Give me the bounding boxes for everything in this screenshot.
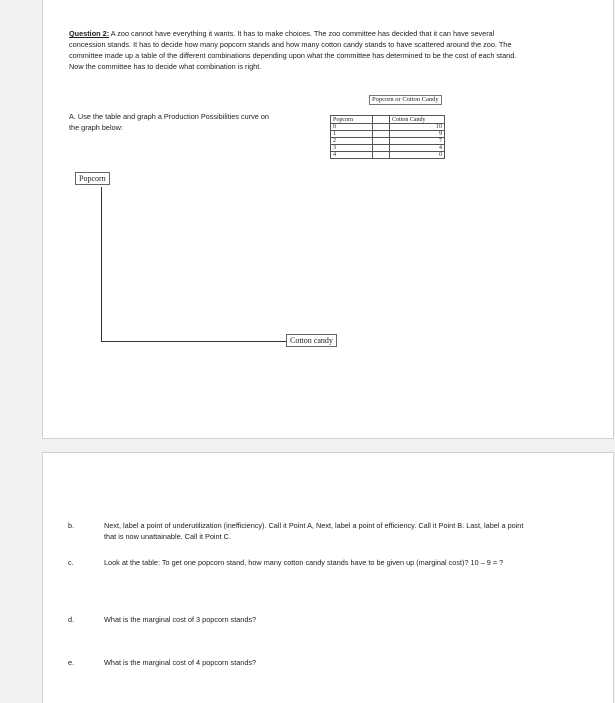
graph-y-axis-label: Popcorn bbox=[75, 172, 110, 185]
cell-popcorn: 1 bbox=[331, 131, 373, 138]
part-a-instruction: A. Use the table and graph a Production Possibilities curve on the graph below: bbox=[69, 112, 269, 132]
ppf-table bbox=[330, 115, 445, 159]
cell-cotton-candy: 0 bbox=[390, 152, 445, 159]
cell-popcorn: 4 bbox=[331, 152, 373, 159]
table-header-row bbox=[331, 116, 445, 124]
question-title: Question 2: bbox=[69, 29, 110, 38]
question-text: What is the marginal cost of 4 popcorn stands? bbox=[104, 658, 257, 667]
table-row bbox=[331, 145, 445, 152]
table-row bbox=[331, 131, 445, 138]
graph-x-axis bbox=[101, 341, 292, 342]
table-row bbox=[331, 152, 445, 159]
question-text: What is the marginal cost of 3 popcorn stands? bbox=[104, 615, 257, 624]
cell-spacer bbox=[373, 131, 390, 138]
cell-spacer bbox=[373, 124, 390, 131]
header-popcorn: Popcorn bbox=[331, 116, 373, 124]
question-letter: e. bbox=[68, 658, 75, 667]
cell-popcorn: 0 bbox=[331, 124, 373, 131]
table-title: Popcorn or Cotton Candy bbox=[369, 95, 442, 105]
question-letter: c. bbox=[68, 558, 74, 567]
question-letter: b. bbox=[68, 521, 75, 530]
question-intro bbox=[69, 28, 529, 72]
question-text: A zoo cannot have everything it wants. It has to make choices. The zoo committee has decided that it can have several concession stands. It has to decide how many popcorn stands and how many cotton candy stands to have scattered around the zoo. The committee made up a table of the different combinations depending upon what the committee has determined to be the cost of each stand. Now the committee has to decide what combination is right. bbox=[69, 29, 517, 72]
cell-spacer bbox=[373, 145, 390, 152]
cell-popcorn: 3 bbox=[331, 145, 373, 152]
table-row bbox=[331, 124, 445, 131]
question-letter: d. bbox=[68, 615, 75, 624]
table-row bbox=[331, 138, 445, 145]
header-spacer bbox=[373, 116, 390, 124]
cell-spacer bbox=[373, 152, 390, 159]
cell-cotton-candy: 4 bbox=[390, 145, 445, 152]
header-cotton-candy: Cotton Candy bbox=[390, 116, 445, 124]
question-text: Look at the table: To get one popcorn stand, how many cotton candy stands have to be given up (marginal cost)? 10 – 9 = ? bbox=[104, 558, 504, 567]
graph-y-axis bbox=[101, 187, 102, 341]
cell-popcorn: 2 bbox=[331, 138, 373, 145]
cell-cotton-candy: 9 bbox=[390, 131, 445, 138]
graph-x-axis-label: Cotton candy bbox=[286, 334, 337, 347]
cell-cotton-candy: 10 bbox=[390, 124, 445, 131]
cell-spacer bbox=[373, 138, 390, 145]
question-text: Next, label a point of underutilization (inefficiency). Call it Point A, Next, label a point of efficiency. Call it Point B. Last, label a point that is now unattainable. Call it Point C. bbox=[104, 521, 524, 541]
cell-cotton-candy: 7 bbox=[390, 138, 445, 145]
